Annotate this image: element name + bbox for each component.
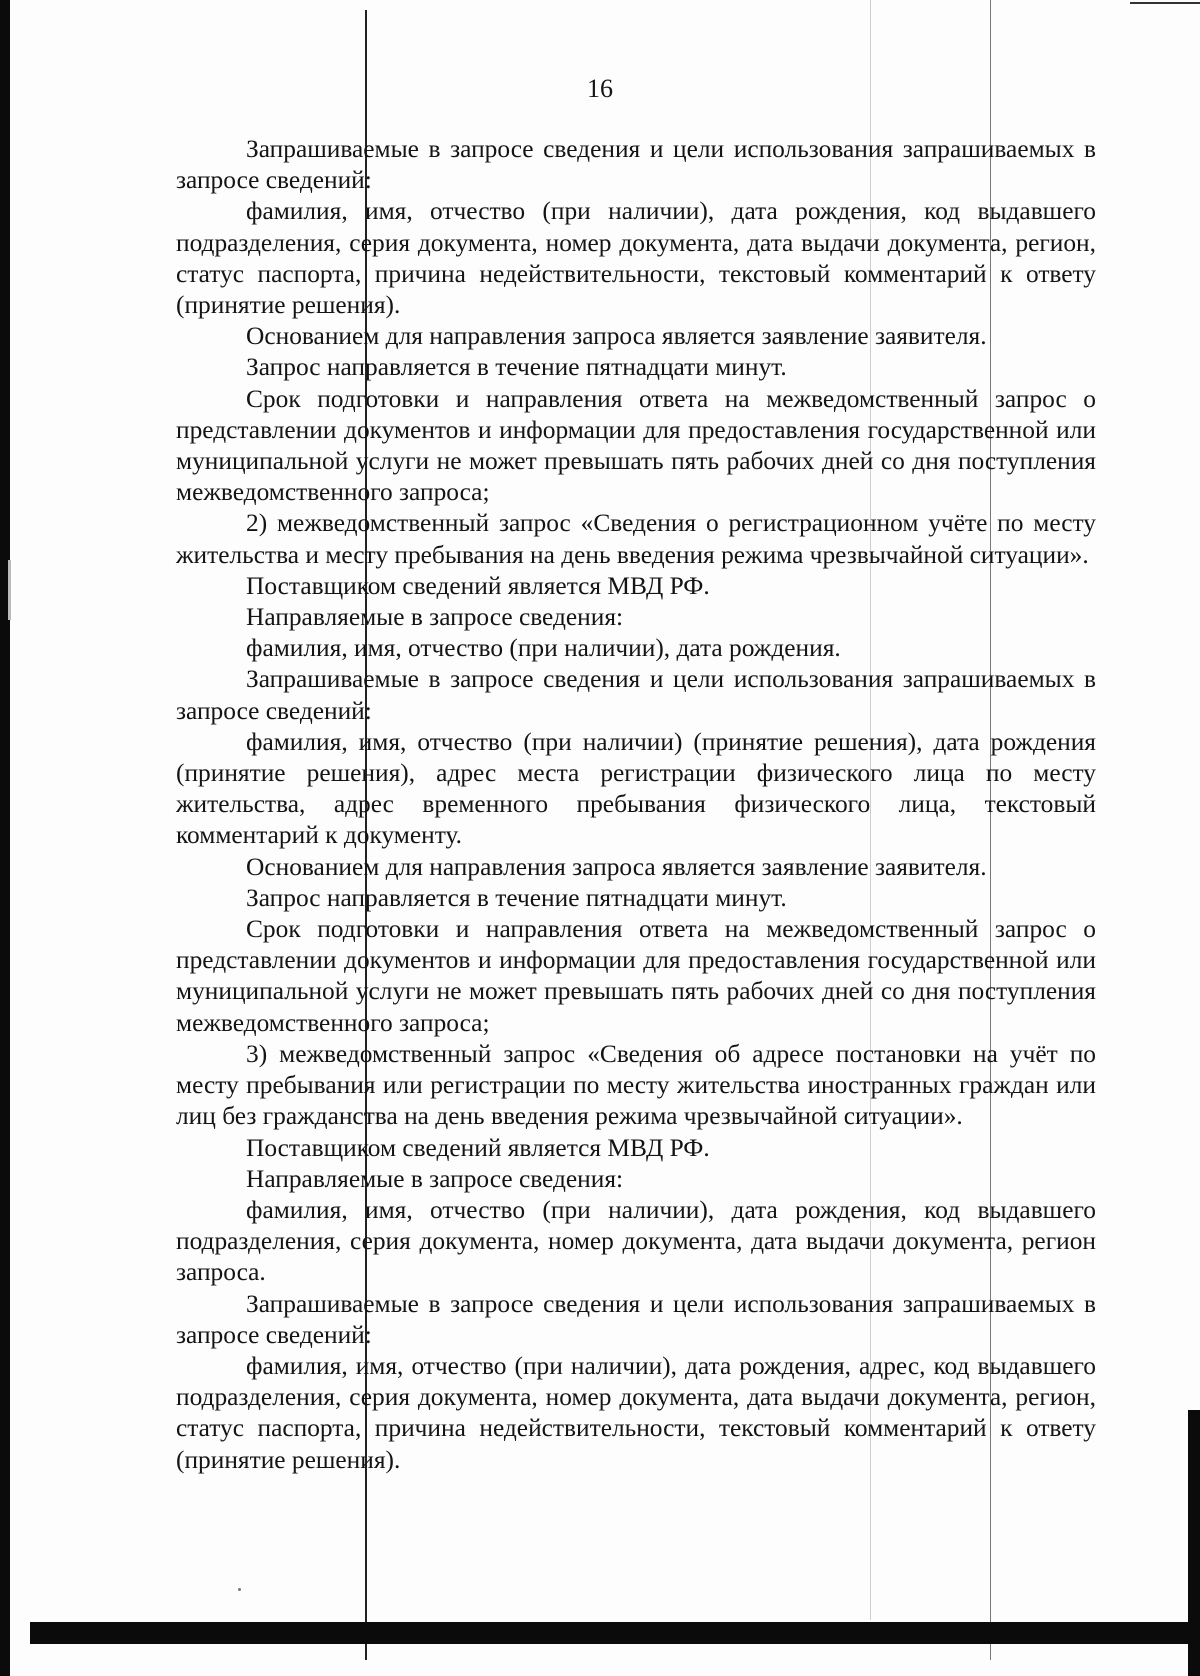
paragraph: 3) межведомственный запрос «Сведения об адресе постановки на учёт по месту пребывания или регистрации по месту жительства иностранных граждан или лиц без гражданства на день введения режима чрезвычайной ситуации». (176, 1039, 1096, 1131)
paragraph: Основанием для направления запроса является заявление заявителя. (246, 322, 987, 351)
paragraph: Направляемые в запросе сведения: (246, 1164, 624, 1193)
paragraph: Запрашиваемые в запросе сведения и цели использования запрашиваемых в запросе сведений: (176, 1289, 1096, 1349)
paragraph: 2) межведомственный запрос «Сведения о регистрационном учёте по месту жительства и месту пребывания на день введения режима чрезвычайной ситуации». (176, 509, 1096, 569)
paragraph: Срок подготовки и направления ответа на межведомственный запрос о представлении документов и информации для предоставления государственной или муниципальной услуги не может превышать пять рабочих дней со дня поступления межведомственного запроса; (176, 384, 1096, 507)
scan-speck (238, 1588, 241, 1591)
paragraph: Направляемые в запросе сведения: (246, 603, 624, 632)
paragraph: фамилия, имя, отчество (при наличии), дата рождения, код выдавшего подразделения, серия документа, номер документа, дата выдачи документа, регион, статус паспорта, причина недействительности, текстовый комментарий к ответу (принятие решения). (176, 197, 1096, 320)
paragraph: Запрашиваемые в запросе сведения и цели использования запрашиваемых в запросе сведений: (176, 665, 1096, 725)
scan-fold-line (8, 560, 11, 620)
paragraph: Запрос направляется в течение пятнадцати минут. (246, 353, 787, 382)
paragraph: Срок подготовки и направления ответа на межведомственный запрос о представлении документов и информации для предоставления государственной или муниципальной услуги не может превышать пять рабочих дней со дня поступления межведомственного запроса; (176, 915, 1096, 1037)
paragraph: Поставщиком сведений является МВД РФ. (246, 1133, 710, 1162)
document-body (176, 134, 1096, 1476)
scan-edge-bottom (30, 1622, 1200, 1644)
paragraph: фамилия, имя, отчество (при наличии), дата рождения. (246, 634, 841, 663)
paragraph: Запрашиваемые в запросе сведения и цели использования запрашиваемых в запросе сведений: (176, 135, 1096, 195)
scan-edge-left (0, 0, 10, 1676)
paragraph: Поставщиком сведений является МВД РФ. (246, 571, 710, 600)
scan-edge-top (1130, 2, 1200, 4)
paragraph: Запрос направляется в течение пятнадцати минут. (246, 883, 787, 912)
paragraph: фамилия, имя, отчество (при наличии), дата рождения, адрес, код выдавшего подразделения, серия документа, номер документа, дата выдачи документа, регион, статус паспорта, причина недействительности, текстовый комментарий к ответу (принятие решения). (176, 1351, 1096, 1474)
paragraph: Основанием для направления запроса является заявление заявителя. (246, 852, 987, 881)
page-number: 16 (587, 74, 613, 103)
paragraph: фамилия, имя, отчество (при наличии) (принятие решения), дата рождения (принятие решения), адрес места регистрации физического лица по месту жительства, адрес временного пребывания физического лица, текстовый комментарий к документу. (176, 727, 1096, 850)
paragraph: фамилия, имя, отчество (при наличии), дата рождения, код выдавшего подразделения, серия документа, номер документа, дата выдачи документа, регион запроса. (176, 1195, 1096, 1287)
